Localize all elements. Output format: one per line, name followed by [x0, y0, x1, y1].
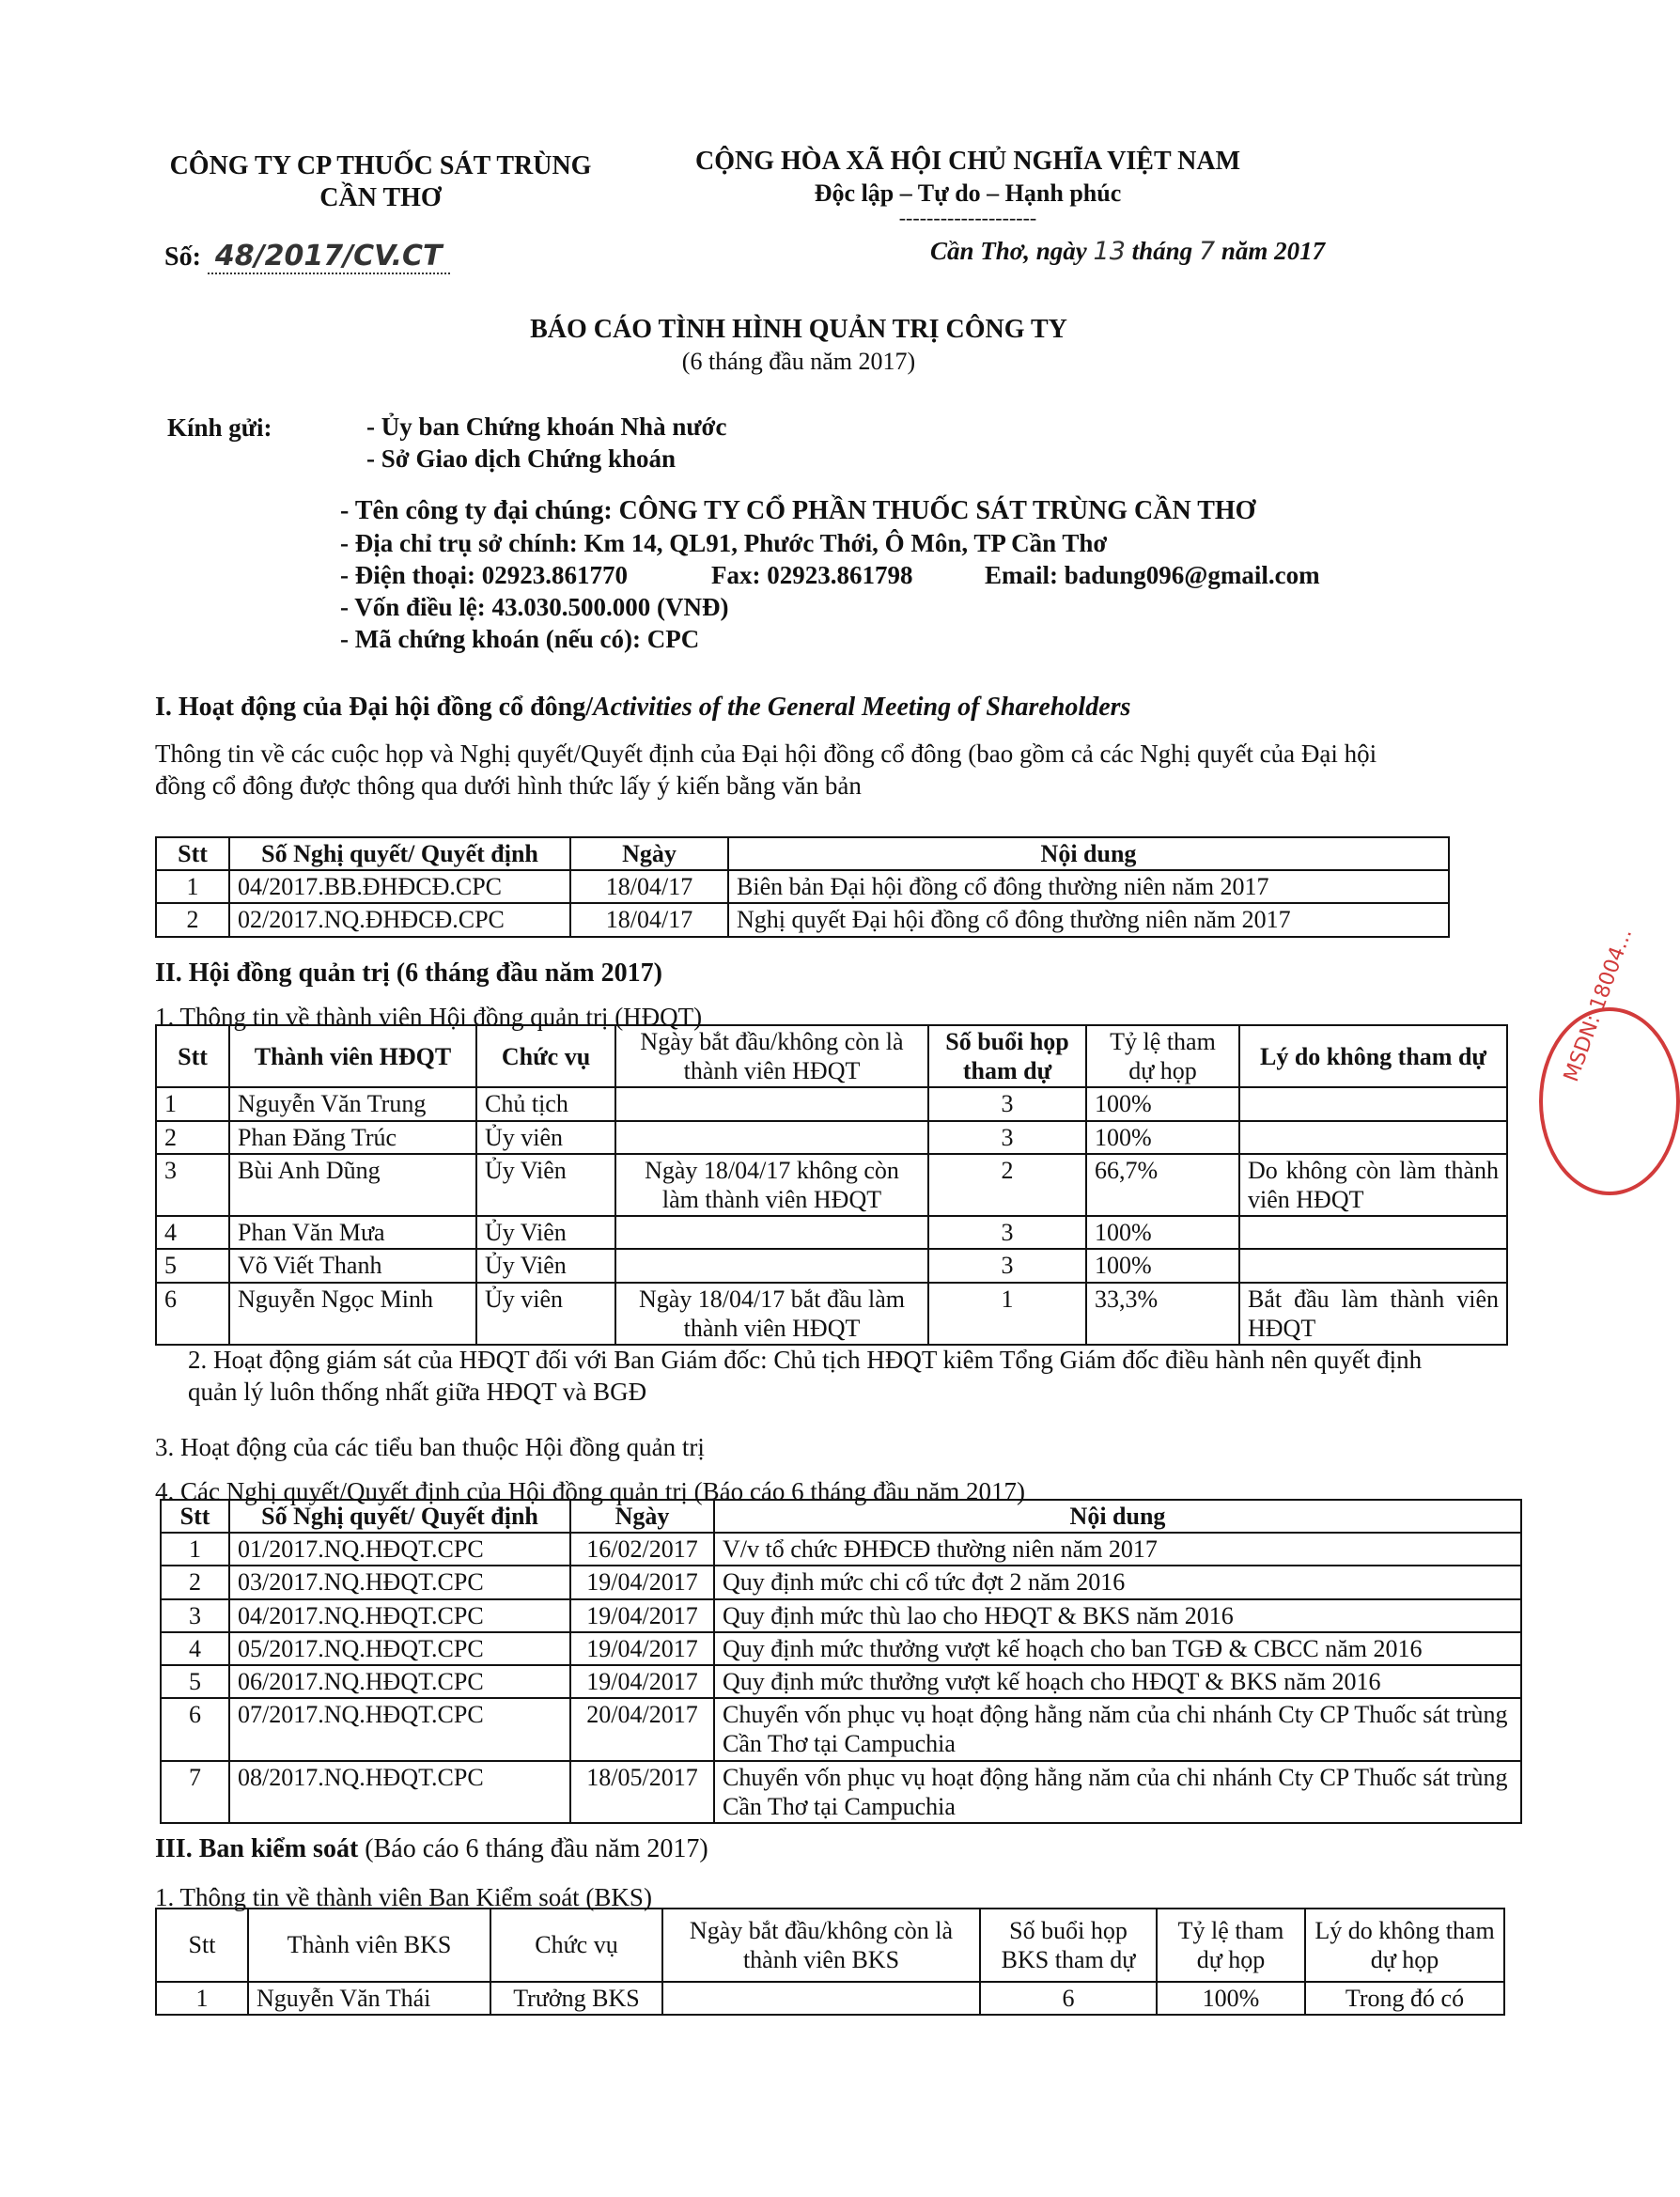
table-row: 4 05/2017.NQ.HĐQT.CPC 19/04/2017 Quy định mức thưởng vượt kế hoạch cho ban TGĐ & CBCC năm 2016 [161, 1632, 1521, 1665]
table-row: 4 Phan Văn Mưa Ủy Viên 3 100% [156, 1216, 1507, 1249]
section-3-heading: III. Ban kiểm soát (Báo cáo 6 tháng đầu năm 2017) [155, 1834, 708, 1863]
section-1-intro: Thông tin về các cuộc họp và Nghị quyết/Quyết định của Đại hội đồng cổ đông (bao gồm cả các Nghị quyết của Đại hội đồng cổ đông được thông qua dưới hình thức lấy ý kiến bằng văn bản [155, 740, 1377, 800]
company-fax: Fax: 02923.861798 [711, 561, 913, 589]
supervisory-board-table [155, 1908, 1505, 2016]
date-day: 13 [1093, 237, 1126, 266]
company-seal-stamp [1539, 925, 1680, 1195]
company-name-line2: CẦN THƠ [319, 183, 442, 212]
company-name-line1: CÔNG TY CP THUỐC SÁT TRÙNG [169, 151, 592, 180]
company-contact [340, 559, 1355, 591]
table-header-row: Stt Số Nghị quyết/ Quyết định Ngày Nội dung [161, 1500, 1521, 1533]
section-2-sub1: 1. Thông tin về thành viên Hội đồng quản trị (HĐQT) [155, 1003, 703, 1031]
section-2-sub3: 3. Hoạt động của các tiểu ban thuộc Hội đồng quản trị [155, 1433, 705, 1461]
section-2-sub2: 2. Hoạt động giám sát của HĐQT đối với Ban Giám đốc: Chủ tịch HĐQT kiêm Tổng Giám đốc điều hành nên quyết định quản lý luôn thống nhất giữa HĐQT và BGĐ [188, 1346, 1423, 1406]
company-capital: - Vốn điều lệ: 43.030.500.000 (VNĐ) [340, 593, 729, 621]
reference-handwritten: 48/2017/CV.CT [208, 240, 450, 274]
table-row: 3 Bùi Anh Dũng Ủy Viên Ngày 18/04/17 không còn làm thành viên HĐQT 2 66,7% Do không còn làm thành viên HĐQT [156, 1154, 1507, 1216]
table-row: 6 Nguyễn Ngọc Minh Ủy viên Ngày 18/04/17 bắt đầu làm thành viên HĐQT 1 33,3% Bắt đầu làm thành viên HĐQT [156, 1283, 1507, 1345]
stamp-text: MSDN: 18004... [1560, 925, 1638, 1085]
company-phone: - Điện thoại: 02923.861770 [340, 561, 628, 589]
table-row: 5 06/2017.NQ.HĐQT.CPC 19/04/2017 Quy định mức thưởng vượt kế hoạch cho HĐQT & BKS năm 2016 [161, 1665, 1521, 1698]
date-month: 7 [1198, 237, 1216, 266]
table-header-row: Stt Thành viên HĐQT Chức vụ Ngày bắt đầu/không còn là thành viên HĐQT Số buổi họp tham dự Tỷ lệ tham dự họp Lý do không tham dự [156, 1025, 1507, 1087]
board-resolutions-table [160, 1499, 1522, 1824]
recipients-label: Kính gửi: [167, 413, 272, 442]
board-members-table [155, 1024, 1508, 1346]
table-row: 2 03/2017.NQ.HĐQT.CPC 19/04/2017 Quy định mức chi cổ tức đợt 2 năm 2016 [161, 1566, 1521, 1598]
table-row: 7 08/2017.NQ.HĐQT.CPC 18/05/2017 Chuyển vốn phục vụ hoạt động hằng năm của chi nhánh Cty CP Thuốc sát trùng Cần Thơ tại Campuchia [161, 1761, 1521, 1823]
table-row: 1 04/2017.BB.ĐHĐCĐ.CPC 18/04/17 Biên bản Đại hội đồng cổ đông thường niên năm 2017 [156, 870, 1449, 903]
table-row: 3 04/2017.NQ.HĐQT.CPC 19/04/2017 Quy định mức thù lao cho HĐQT & BKS năm 2016 [161, 1599, 1521, 1632]
report-title: BÁO CÁO TÌNH HÌNH QUẢN TRỊ CÔNG TY [530, 315, 1067, 344]
reference-label: Số: [164, 242, 201, 272]
nation-rule: -------------------- [898, 206, 1037, 229]
date-year: năm 2017 [1221, 237, 1326, 265]
table-row: 6 07/2017.NQ.HĐQT.CPC 20/04/2017 Chuyển vốn phục vụ hoạt động hằng năm của chi nhánh Cty CP Thuốc sát trùng Cần Thơ tại Campuchia [161, 1698, 1521, 1760]
col-stt: Stt [156, 837, 229, 870]
shareholder-meeting-table [155, 836, 1450, 938]
table-row: 2 Phan Đăng Trúc Ủy viên 3 100% [156, 1121, 1507, 1154]
report-subtitle: (6 tháng đầu năm 2017) [681, 348, 916, 375]
table-row: 1 Nguyễn Văn Trung Chủ tịch 3 100% [156, 1087, 1507, 1120]
document-date [930, 237, 1325, 266]
col-resolution-no: Số Nghị quyết/ Quyết định [229, 837, 570, 870]
reference-number [164, 240, 450, 273]
table-header-row: Stt Thành viên BKS Chức vụ Ngày bắt đầu/không còn là thành viên BKS Số buổi họp BKS tham dự Tỷ lệ tham dự họp Lý do không tham dự họp [156, 1909, 1504, 1982]
company-full-name: - Tên công ty đại chúng: CÔNG TY CỔ PHẦN THUỐC SÁT TRÙNG CẦN THƠ [340, 496, 1256, 525]
section-1-heading: I. Hoạt động của Đại hội đồng cổ đông/Activities of the General Meeting of Shareholders [155, 693, 1131, 722]
section-2-sub4: 4. Các Nghị quyết/Quyết định của Hội đồng quản trị (Báo cáo 6 tháng đầu năm 2017) [155, 1477, 1026, 1505]
section-3-sub1: 1. Thông tin về thành viên Ban Kiểm soát (BKS) [155, 1883, 652, 1911]
col-content: Nội dung [728, 837, 1449, 870]
table-row: 1 01/2017.NQ.HĐQT.CPC 16/02/2017 V/v tổ chức ĐHĐCĐ thường niên năm 2017 [161, 1533, 1521, 1566]
company-address: - Địa chỉ trụ sở chính: Km 14, QL91, Phước Thới, Ô Môn, TP Cần Thơ [340, 529, 1108, 557]
section-2-heading: II. Hội đồng quản trị (6 tháng đầu năm 2017) [155, 958, 662, 988]
table-row: 1 Nguyễn Văn Thái Trưởng BKS 6 100% Trong đó có [156, 1982, 1504, 2015]
table-header-row [156, 837, 1449, 870]
recipient-item: - Ủy ban Chứng khoán Nhà nước [366, 413, 727, 441]
company-info [340, 495, 1355, 655]
recipients-list [366, 411, 726, 475]
date-month-label: tháng [1131, 237, 1193, 265]
company-stock-code: - Mã chứng khoán (nếu có): CPC [340, 625, 700, 653]
table-row: 5 Võ Viết Thanh Ủy Viên 3 100% [156, 1249, 1507, 1282]
nation-title: CỘNG HÒA XÃ HỘI CHỦ NGHĨA VIỆT NAM [694, 147, 1241, 176]
recipient-item: - Sở Giao dịch Chứng khoán [366, 444, 677, 473]
table-row: 2 02/2017.NQ.ĐHĐCĐ.CPC 18/04/17 Nghị quyết Đại hội đồng cổ đông thường niên năm 2017 [156, 903, 1449, 936]
date-prefix: Cần Thơ, ngày [930, 237, 1087, 265]
company-email: Email: badung096@gmail.com [985, 561, 1320, 589]
company-name [141, 150, 620, 214]
national-motto [677, 146, 1259, 229]
col-date: Ngày [570, 837, 728, 870]
nation-motto: Độc lập – Tự do – Hạnh phúc [814, 179, 1122, 207]
